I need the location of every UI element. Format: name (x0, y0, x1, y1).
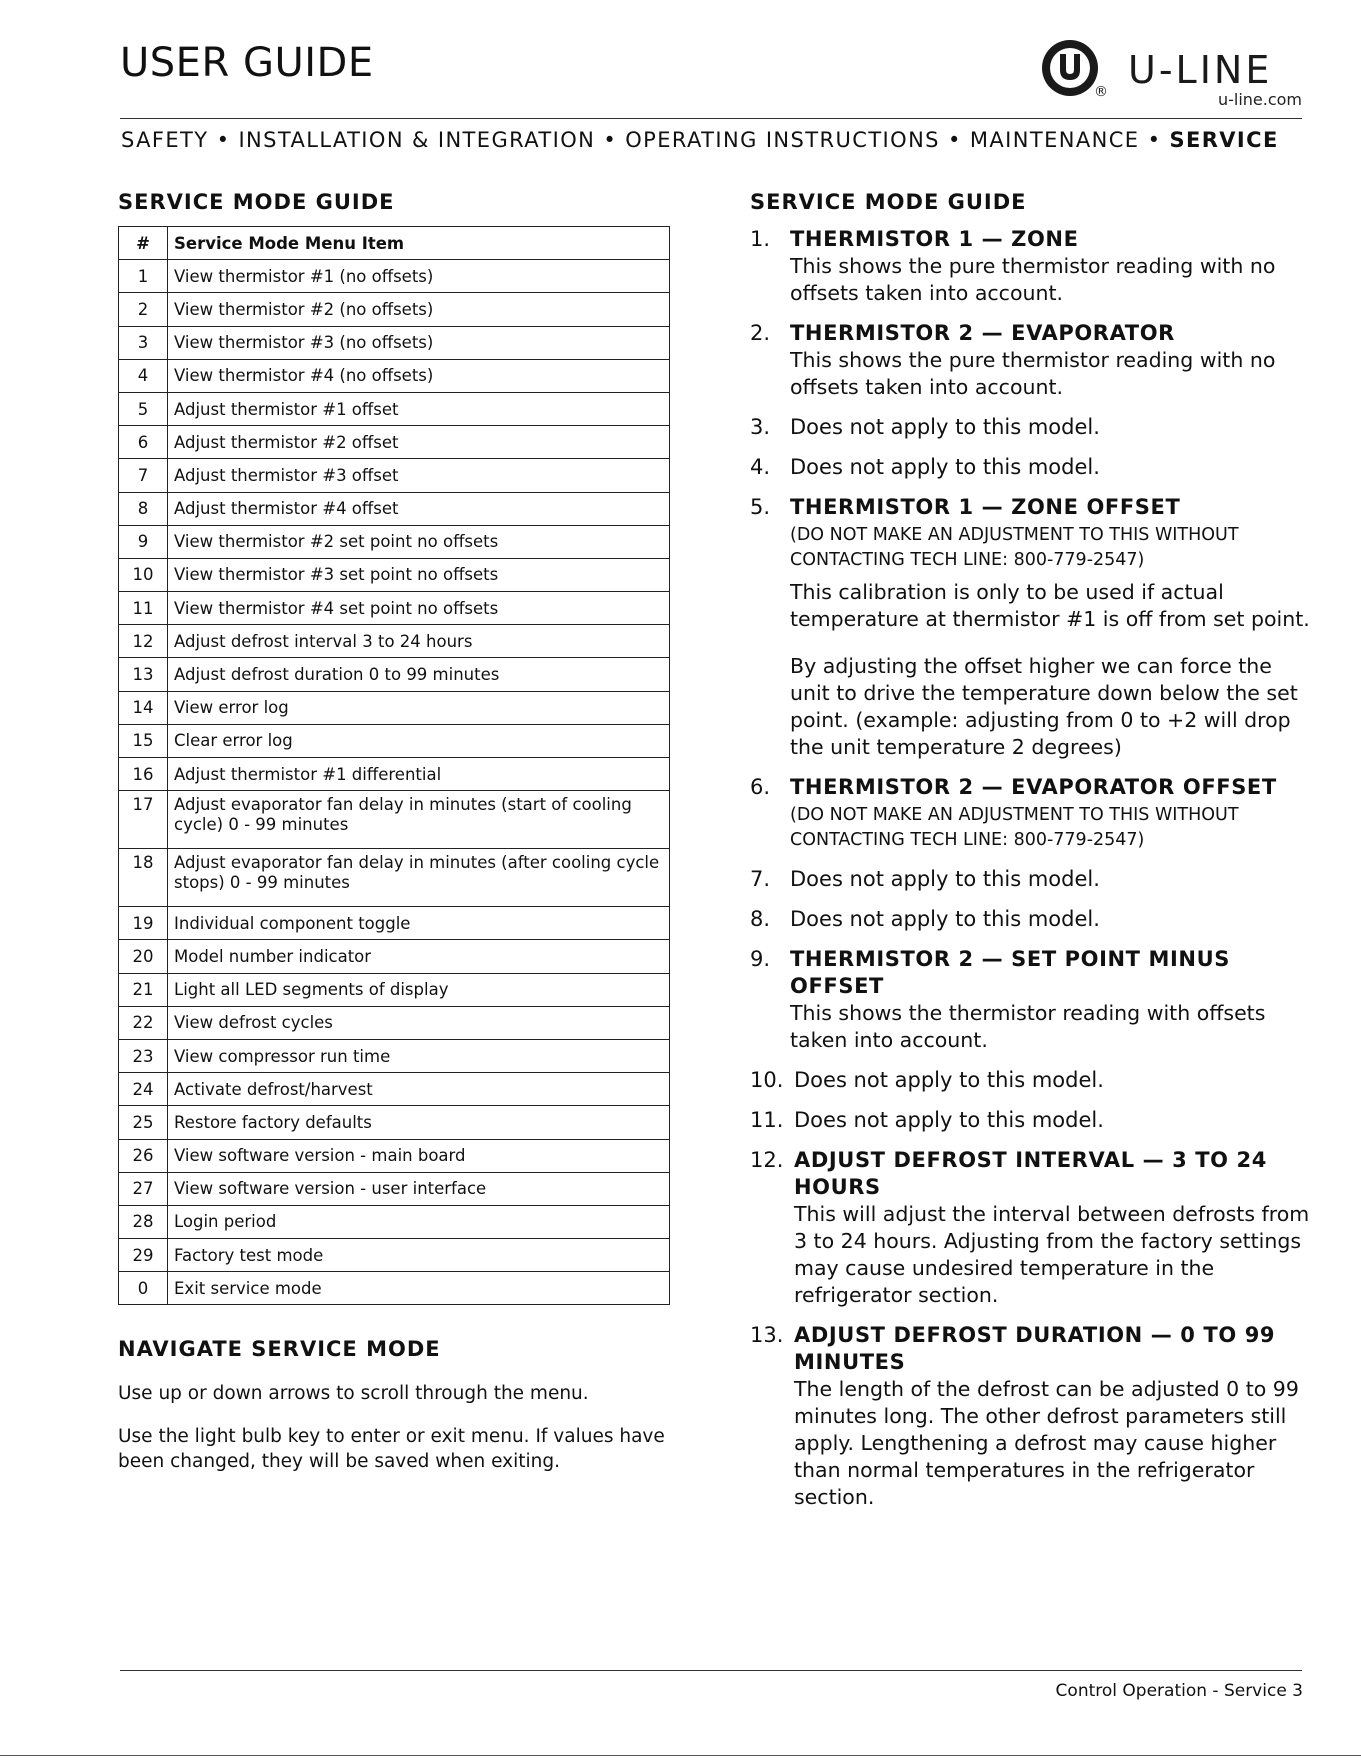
nav-item-safety: SAFETY (121, 128, 209, 152)
guide-item-body (750, 1000, 1310, 1054)
table-row (119, 940, 670, 973)
guide-item (750, 494, 1310, 761)
navigate-paragraph: Use the light bulb key to enter or exit menu. If values have been changed, they will be saved when exiting. (118, 1426, 665, 1473)
section-breadcrumb (121, 128, 1303, 152)
guide-item-number: 9. (750, 947, 771, 971)
guide-item-title: THERMISTOR 2 — EVAPORATOR (790, 321, 1175, 345)
guide-item-text: Does not apply to this model. (794, 1108, 1104, 1132)
row-number: 22 (119, 1006, 168, 1039)
row-number: 27 (119, 1172, 168, 1205)
guide-item-text: Does not apply to this model. (790, 415, 1100, 439)
guide-item-title: THERMISTOR 2 — EVAPORATOR OFFSET (790, 775, 1277, 799)
table-row (119, 525, 670, 558)
guide-item-number: 7. (750, 867, 771, 891)
guide-item-number: 11. (750, 1108, 784, 1132)
table-row (119, 1006, 670, 1039)
guide-item-number: 4. (750, 455, 771, 479)
guide-item (750, 414, 1310, 441)
table-row (119, 1205, 670, 1238)
row-number: 13 (119, 658, 168, 691)
guide-item-title: THERMISTOR 1 — ZONE OFFSET (790, 495, 1181, 519)
guide-item-text: Does not apply to this model. (790, 867, 1100, 891)
column-header-menu-item: Service Mode Menu Item (168, 227, 670, 260)
menu-item-label: View thermistor #3 (no offsets) (168, 326, 670, 359)
nav-separator: • (603, 128, 618, 152)
table-row (119, 1272, 670, 1305)
menu-item-label: Adjust thermistor #4 offset (168, 492, 670, 525)
row-number: 24 (119, 1073, 168, 1106)
column-header-number: # (119, 227, 168, 260)
table-row (119, 1039, 670, 1072)
table-row (119, 849, 670, 907)
menu-item-label: Light all LED segments of display (168, 973, 670, 1006)
page-title: USER GUIDE (120, 40, 374, 86)
guide-item-number: 1. (750, 227, 771, 251)
service-mode-guide-list (750, 226, 1310, 1511)
row-number: 17 (119, 791, 168, 849)
navigate-paragraph: Use up or down arrows to scroll through the menu. (118, 1383, 589, 1405)
guide-item-number: 5. (750, 495, 771, 519)
guide-item (750, 866, 1310, 893)
guide-item-title: ADJUST DEFROST DURATION — 0 TO 99 MINUTES (794, 1323, 1276, 1374)
menu-item-label: View thermistor #1 (no offsets) (168, 260, 670, 293)
menu-item-label: Adjust defrost duration 0 to 99 minutes (168, 658, 670, 691)
guide-item-number: 2. (750, 321, 771, 345)
navigate-heading: NAVIGATE SERVICE MODE (118, 1337, 441, 1362)
row-number: 18 (119, 849, 168, 907)
row-number: 20 (119, 940, 168, 973)
row-number: 2 (119, 293, 168, 326)
guide-item (750, 320, 1310, 401)
guide-item-body (750, 523, 1310, 761)
row-number: 15 (119, 724, 168, 757)
menu-item-label: Adjust thermistor #1 offset (168, 392, 670, 425)
row-number: 5 (119, 392, 168, 425)
nav-separator: • (216, 128, 231, 152)
table-row (119, 907, 670, 940)
footer-divider (120, 1670, 1302, 1671)
table-row (119, 260, 670, 293)
menu-item-label: View thermistor #3 set point no offsets (168, 558, 670, 591)
table-row (119, 392, 670, 425)
menu-item-label: Adjust thermistor #3 offset (168, 459, 670, 492)
menu-item-label: Factory test mode (168, 1239, 670, 1272)
right-column (750, 190, 1310, 1524)
guide-item-body (750, 1376, 1310, 1511)
table-row (119, 791, 670, 849)
guide-item-number: 10. (750, 1068, 784, 1092)
row-number: 10 (119, 558, 168, 591)
guide-item-text: Does not apply to this model. (790, 455, 1100, 479)
guide-item-description: This shows the pure thermistor reading with no offsets taken into account. (790, 348, 1276, 399)
guide-item-title: ADJUST DEFROST INTERVAL — 3 TO 24 HOURS (794, 1148, 1267, 1199)
row-number: 28 (119, 1205, 168, 1238)
guide-item-description: This shows the pure thermistor reading with no offsets taken into account. (790, 254, 1276, 305)
table-row (119, 1073, 670, 1106)
row-number: 1 (119, 260, 168, 293)
guide-item-number: 8. (750, 907, 771, 931)
menu-item-label: Restore factory defaults (168, 1106, 670, 1139)
menu-item-label: View software version - user interface (168, 1172, 670, 1205)
row-number: 19 (119, 907, 168, 940)
service-mode-guide-heading: SERVICE MODE GUIDE (750, 190, 1027, 214)
brand-url: u-line.com (1217, 90, 1302, 109)
row-number: 16 (119, 758, 168, 791)
guide-item (750, 1067, 1310, 1094)
table-row (119, 592, 670, 625)
u-line-logo-icon (1040, 38, 1102, 100)
guide-item-description: By adjusting the offset higher we can force the unit to drive the temperature down below the set point. (example: adjusting from 0 to +2 will drop the unit temperature 2 degrees) (790, 654, 1298, 759)
table-row (119, 492, 670, 525)
guide-item (750, 906, 1310, 933)
menu-item-label: View compressor run time (168, 1039, 670, 1072)
menu-item-label: Exit service mode (168, 1272, 670, 1305)
menu-item-label: Individual component toggle (168, 907, 670, 940)
row-number: 25 (119, 1106, 168, 1139)
menu-item-label: Adjust defrost interval 3 to 24 hours (168, 625, 670, 658)
table-row (119, 658, 670, 691)
menu-item-label: Adjust thermistor #2 offset (168, 426, 670, 459)
menu-item-label: Model number indicator (168, 940, 670, 973)
table-row (119, 1239, 670, 1272)
row-number: 6 (119, 426, 168, 459)
nav-item-installation: INSTALLATION & INTEGRATION (238, 128, 596, 152)
guide-item-description: This will adjust the interval between defrosts from 3 to 24 hours. Adjusting from the factory settings may cause undesired temperature in the refrigerator section. (794, 1202, 1310, 1307)
table-row (119, 758, 670, 791)
table-row (119, 326, 670, 359)
table-row (119, 724, 670, 757)
menu-item-label: View thermistor #4 (no offsets) (168, 359, 670, 392)
menu-item-label: View error log (168, 691, 670, 724)
table-row (119, 1139, 670, 1172)
service-mode-table-heading: SERVICE MODE GUIDE (118, 190, 395, 214)
row-number: 0 (119, 1272, 168, 1305)
guide-item-number: 13. (750, 1323, 784, 1347)
menu-item-label: View thermistor #2 (no offsets) (168, 293, 670, 326)
left-column (118, 190, 670, 1492)
table-row (119, 558, 670, 591)
menu-item-label: View thermistor #4 set point no offsets (168, 592, 670, 625)
table-body (119, 260, 670, 1305)
table-row (119, 459, 670, 492)
guide-item-description: This calibration is only to be used if actual temperature at thermistor #1 is off from set point. (790, 580, 1310, 631)
row-number: 12 (119, 625, 168, 658)
row-number: 26 (119, 1139, 168, 1172)
guide-item (750, 1322, 1310, 1511)
header-divider (120, 118, 1302, 119)
guide-item-number: 12. (750, 1148, 784, 1172)
guide-item (750, 946, 1310, 1054)
nav-item-operating: OPERATING INSTRUCTIONS (625, 128, 940, 152)
table-row (119, 426, 670, 459)
row-number: 8 (119, 492, 168, 525)
nav-item-service-active: SERVICE (1169, 128, 1279, 152)
table-row (119, 293, 670, 326)
guide-item-body (750, 1201, 1310, 1309)
nav-separator: • (1147, 128, 1162, 152)
table-row (119, 973, 670, 1006)
guide-item-title: THERMISTOR 1 — ZONE (790, 227, 1079, 251)
row-number: 29 (119, 1239, 168, 1272)
guide-item-body (750, 253, 1310, 307)
row-number: 21 (119, 973, 168, 1006)
row-number: 9 (119, 525, 168, 558)
guide-item (750, 1147, 1310, 1309)
guide-item-body (750, 803, 1310, 853)
registered-mark: ® (1094, 84, 1108, 100)
guide-item-text: Does not apply to this model. (794, 1068, 1104, 1092)
menu-item-label: View software version - main board (168, 1139, 670, 1172)
guide-item (750, 454, 1310, 481)
service-mode-table (118, 226, 670, 1305)
guide-item-description: The length of the defrost can be adjusted 0 to 99 minutes long. The other defrost parameters still apply. Lengthening a defrost may cause higher than normal temperatures in the refrigerator section. (794, 1377, 1299, 1509)
row-number: 3 (119, 326, 168, 359)
guide-item-body (750, 347, 1310, 401)
page-bottom-edge (0, 1755, 1361, 1756)
nav-item-maintenance: MAINTENANCE (969, 128, 1140, 152)
row-number: 23 (119, 1039, 168, 1072)
table-row (119, 1172, 670, 1205)
table-row (119, 359, 670, 392)
menu-item-label: Adjust evaporator fan delay in minutes (start of cooling cycle) 0 - 99 minutes (168, 791, 670, 849)
menu-item-label: Clear error log (168, 724, 670, 757)
menu-item-label: View thermistor #2 set point no offsets (168, 525, 670, 558)
guide-item-text: Does not apply to this model. (790, 907, 1100, 931)
menu-item-label: Adjust thermistor #1 differential (168, 758, 670, 791)
tech-line-warning: (DO NOT MAKE AN ADJUSTMENT TO THIS WITHOUT CONTACTING TECH LINE: 800-779-2547) (790, 805, 1239, 850)
tech-line-warning: (DO NOT MAKE AN ADJUSTMENT TO THIS WITHOUT CONTACTING TECH LINE: 800-779-2547) (790, 525, 1239, 570)
menu-item-label: View defrost cycles (168, 1006, 670, 1039)
u-line-logo (1040, 38, 1302, 108)
nav-separator: • (948, 128, 962, 152)
table-header-row (119, 227, 670, 260)
menu-item-label: Login period (168, 1205, 670, 1238)
row-number: 4 (119, 359, 168, 392)
guide-item-title: THERMISTOR 2 — SET POINT MINUS OFFSET (790, 947, 1230, 998)
page-footer: Control Operation - Service 3 (1055, 1681, 1303, 1701)
menu-item-label: Activate defrost/harvest (168, 1073, 670, 1106)
guide-item (750, 1107, 1310, 1134)
row-number: 11 (119, 592, 168, 625)
table-row (119, 1106, 670, 1139)
guide-item-description: This shows the thermistor reading with offsets taken into account. (790, 1001, 1266, 1052)
table-row (119, 625, 670, 658)
row-number: 14 (119, 691, 168, 724)
menu-item-label: Adjust evaporator fan delay in minutes (after cooling cycle stops) 0 - 99 minutes (168, 849, 670, 907)
guide-item (750, 226, 1310, 307)
guide-item (750, 774, 1310, 853)
guide-item-number: 3. (750, 415, 771, 439)
guide-item-number: 6. (750, 775, 771, 799)
brand-name: U-LINE (1128, 48, 1273, 92)
row-number: 7 (119, 459, 168, 492)
table-row (119, 691, 670, 724)
